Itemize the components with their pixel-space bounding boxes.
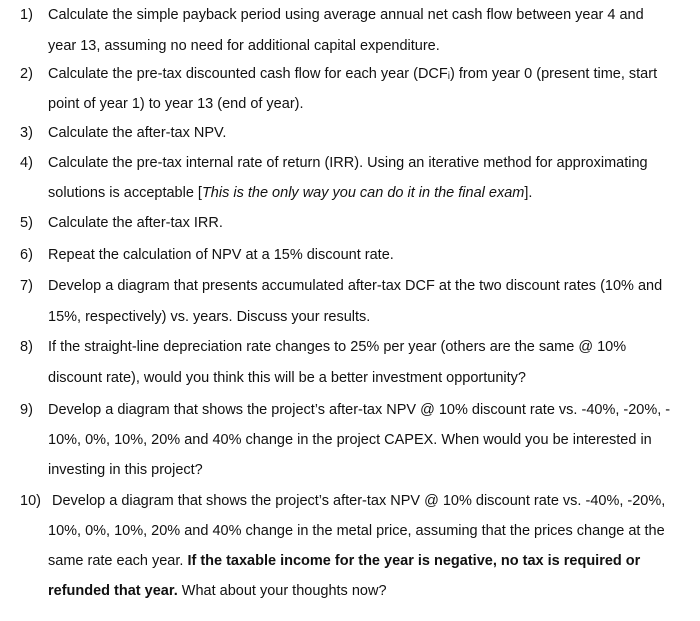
item-text-line: If the straight-line depreciation rate changes to 25% per year (others are the same @ 10%	[48, 339, 627, 355]
item-number: 4)	[20, 155, 33, 171]
item-text-suffix: What about your thoughts now?	[177, 583, 387, 599]
item-text-line: year 13, assuming no need for additional capital expenditure.	[48, 38, 440, 54]
item-text-line: 10%, 0%, 10%, 20% and 40% change in the metal price, assuming that the prices change at the	[48, 523, 665, 539]
item-text-line: Develop a diagram that presents accumulated after-tax DCF at the two discount rates (10% and	[48, 278, 663, 294]
item-number: 1)	[20, 7, 33, 23]
item-text-line	[48, 576, 387, 606]
item-text-line	[48, 178, 532, 208]
item-text-line: Develop a diagram that shows the project’s after-tax NPV @ 10% discount rate vs. -40%, -20%,	[52, 493, 666, 509]
item-text-italic: This is the only way you can do it in the final exam	[201, 185, 525, 201]
item-text-line: Calculate the after-tax IRR.	[48, 215, 223, 231]
item-text-line	[48, 546, 640, 576]
item-number: 10)	[20, 493, 41, 509]
item-number: 3)	[20, 125, 33, 141]
item-text-line: 15%, respectively) vs. years. Discuss your results.	[48, 309, 371, 325]
item-number: 5)	[20, 215, 33, 231]
item-text-line: Calculate the pre-tax internal rate of return (IRR). Using an iterative method for approximating	[48, 155, 648, 171]
item-number: 7)	[20, 278, 33, 294]
item-number: 2)	[20, 66, 33, 82]
item-text-suffix: ].	[524, 185, 533, 201]
item-text-line: investing in this project?	[48, 462, 203, 478]
item-text-line: point of year 1) to year 13 (end of year).	[48, 96, 304, 112]
item-text-line: 10%, 0%, 10%, 20% and 40% change in the project CAPEX. When would you be interested in	[48, 432, 652, 448]
item-text-line: Calculate the pre-tax discounted cash flow for each year (DCFᵢ) from year 0 (present time, start	[48, 66, 658, 82]
item-text-line: discount rate), would you think this will be a better investment opportunity?	[48, 370, 526, 386]
item-number: 9)	[20, 402, 33, 418]
item-number: 6)	[20, 247, 33, 263]
item-text-bold: If the taxable income for the year is negative, no tax is required or	[187, 553, 641, 569]
item-text-prefix: same rate each year.	[48, 553, 188, 569]
item-text-prefix: solutions is acceptable [	[48, 185, 202, 201]
item-text-line: Calculate the after-tax NPV.	[48, 125, 227, 141]
item-text-line: Calculate the simple payback period using average annual net cash flow between year 4 and	[48, 7, 644, 23]
item-text-line: Repeat the calculation of NPV at a 15% discount rate.	[48, 247, 394, 263]
item-text-line: Develop a diagram that shows the project’s after-tax NPV @ 10% discount rate vs. -40%, -20%, -	[48, 402, 671, 418]
item-text-bold: refunded that year.	[48, 583, 178, 599]
item-number: 8)	[20, 339, 33, 355]
